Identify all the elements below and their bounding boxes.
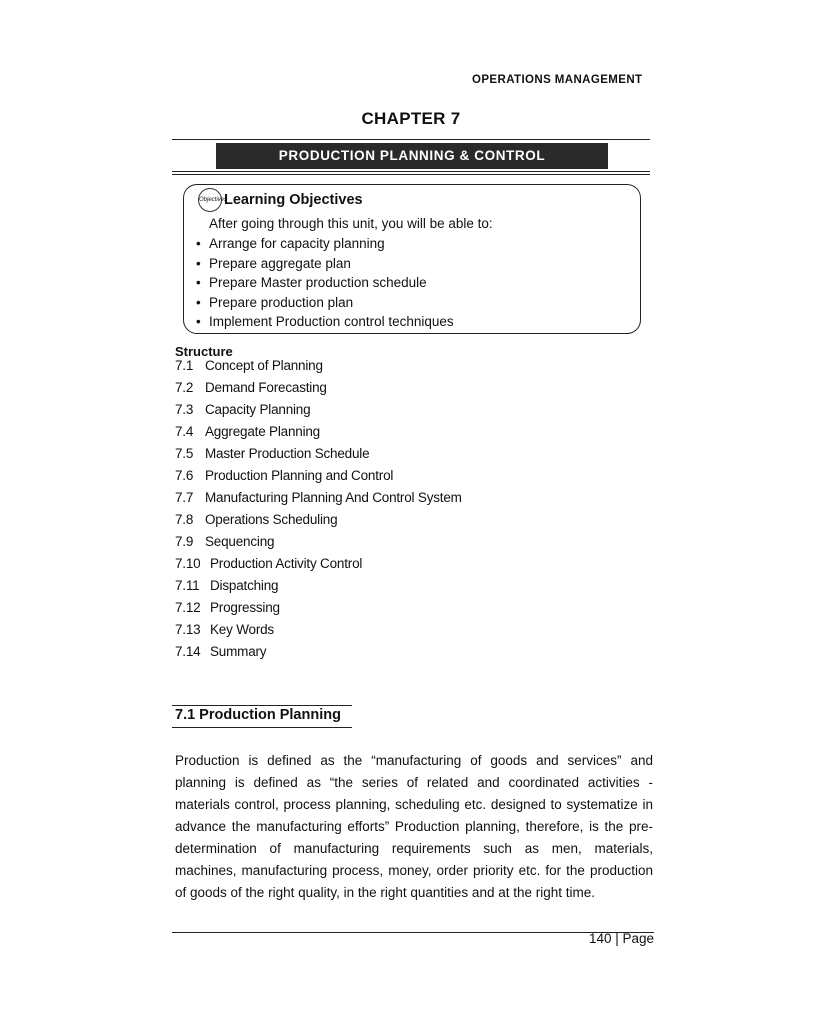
running-header: OPERATIONS MANAGEMENT: [472, 74, 643, 86]
bullet-icon: •: [196, 314, 201, 329]
toc-item: 7.9 Sequencing: [175, 534, 275, 549]
toc-item: 7.7 Manufacturing Planning And Control System: [175, 490, 462, 505]
learning-objectives-intro: After going through this unit, you will be able to:: [209, 216, 493, 231]
toc-item: 7.3 Capacity Planning: [175, 402, 311, 417]
bullet-icon: •: [196, 295, 201, 310]
bullet-icon: •: [196, 236, 201, 251]
toc-item: 7.14 Summary: [175, 644, 267, 659]
objective-item: • Arrange for capacity planning: [196, 236, 385, 251]
divider: [172, 139, 650, 140]
bullet-icon: •: [196, 256, 201, 271]
toc-item: 7.2 Demand Forecasting: [175, 380, 327, 395]
chapter-title-banner: PRODUCTION PLANNING & CONTROL: [216, 143, 608, 169]
toc-item: 7.10 Production Activity Control: [175, 556, 363, 571]
objective-item: • Prepare aggregate plan: [196, 256, 351, 271]
toc-item: 7.1 Concept of Planning: [175, 358, 323, 373]
toc-item: 7.13 Key Words: [175, 622, 274, 637]
chapter-number: CHAPTER 7: [361, 109, 461, 128]
toc-item: 7.5 Master Production Schedule: [175, 446, 370, 461]
section-heading: 7.1 Production Planning: [175, 707, 341, 723]
toc-item: 7.8 Operations Scheduling: [175, 512, 338, 527]
toc-item: 7.11 Dispatching: [175, 578, 279, 593]
bullet-icon: •: [196, 275, 201, 290]
objective-item: • Prepare production plan: [196, 295, 354, 310]
objective-item: • Implement Production control techniques: [196, 314, 454, 329]
divider: [172, 171, 650, 172]
divider: [172, 174, 650, 175]
learning-objectives-heading: Learning Objectives: [224, 192, 363, 208]
toc-item: 7.12 Progressing: [175, 600, 280, 615]
divider: [172, 705, 352, 706]
divider: [172, 727, 352, 728]
objective-item: • Prepare Master production schedule: [196, 275, 427, 290]
body-paragraph: Production is defined as the “manufacturing of goods and services” and planning is defined as “the series of related and coordinated activities - materials control, process planning, scheduling etc. designed to systematize in advance the manufacturing efforts” Production planning, therefore, is the pre-determination of manufacturing requirements such as men, materials, machines, manufacturing process, money, order priority etc. for the production of goods of the right quality, in the right quantities and at the right time.: [175, 753, 653, 900]
structure-heading: Structure: [175, 344, 233, 359]
objectives-icon: Objectives: [198, 188, 222, 212]
toc-item: 7.4 Aggregate Planning: [175, 424, 320, 439]
page-number: 140 | Page: [588, 931, 654, 946]
toc-item: 7.6 Production Planning and Control: [175, 468, 394, 483]
